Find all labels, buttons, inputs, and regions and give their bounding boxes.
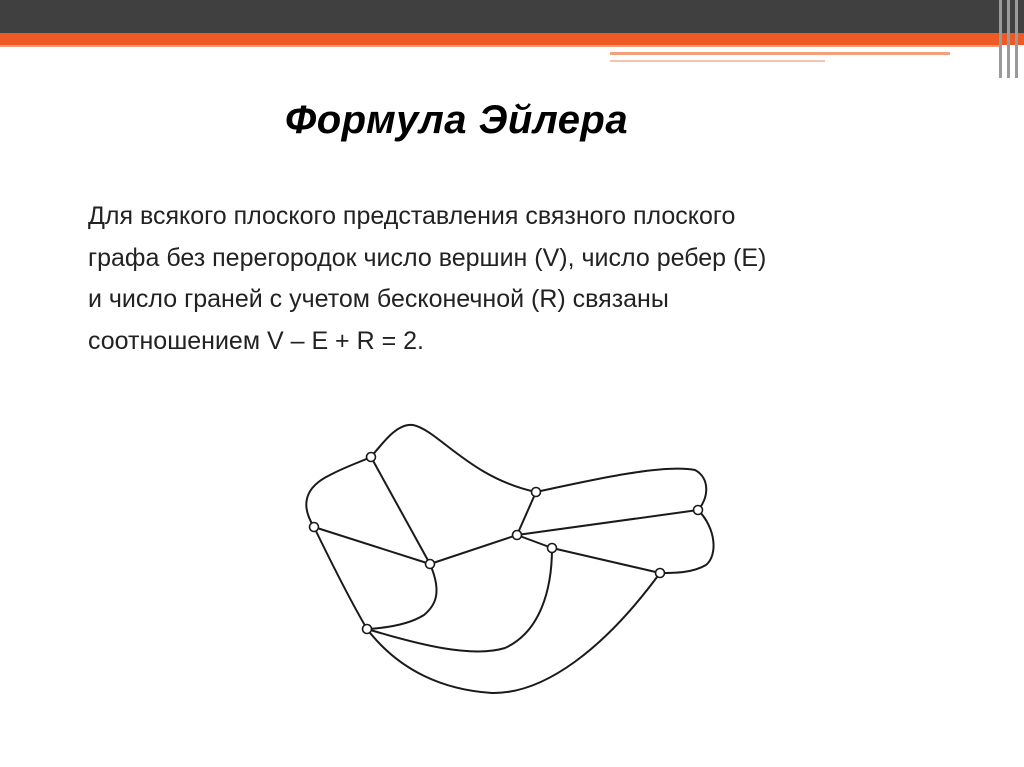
graph-vertex xyxy=(363,625,372,634)
header-accent-bar xyxy=(0,33,1024,45)
edge-stripe xyxy=(1015,0,1018,78)
slide-body-text xyxy=(88,196,948,362)
graph-vertex xyxy=(656,569,665,578)
graph-vertex xyxy=(367,453,376,462)
header-decor-line-1 xyxy=(610,52,950,55)
graph-edge xyxy=(517,535,552,548)
slide-title: Формула Эйлера xyxy=(285,98,629,142)
header-decor-line-2 xyxy=(610,60,825,62)
graph-edge xyxy=(367,573,660,693)
graph-edge xyxy=(367,548,552,652)
graph-edge xyxy=(660,510,714,573)
graph-edge xyxy=(517,492,536,535)
planar-graph-diagram xyxy=(285,410,735,710)
edge-stripes xyxy=(994,0,1024,78)
graph-edge xyxy=(552,548,660,573)
graph-edge xyxy=(371,425,536,492)
header-dark-bar xyxy=(0,0,1024,33)
header-accent-thin-line xyxy=(0,45,1000,47)
graph-edge xyxy=(517,510,698,535)
graph-vertex xyxy=(532,488,541,497)
graph-vertex xyxy=(513,531,522,540)
body-line-1: Для всякого плоского представления связного плоского xyxy=(88,202,736,230)
body-line-4: соотношением V – E + R = 2. xyxy=(88,326,424,355)
body-line-2: графа без перегородок число вершин (V), число ребер (E) xyxy=(88,243,767,272)
graph-vertex xyxy=(548,544,557,553)
body-line-3: и число граней с учетом бесконечной (R) связаны xyxy=(88,285,669,313)
graph-edge xyxy=(536,469,706,510)
graph-vertex xyxy=(310,523,319,532)
graph-edge xyxy=(367,564,437,629)
graph-edge xyxy=(306,457,371,527)
graph-vertex xyxy=(426,560,435,569)
edge-stripe xyxy=(1007,0,1010,78)
graph-vertex xyxy=(694,506,703,515)
edge-stripe xyxy=(999,0,1002,78)
graph-edge xyxy=(430,535,517,564)
